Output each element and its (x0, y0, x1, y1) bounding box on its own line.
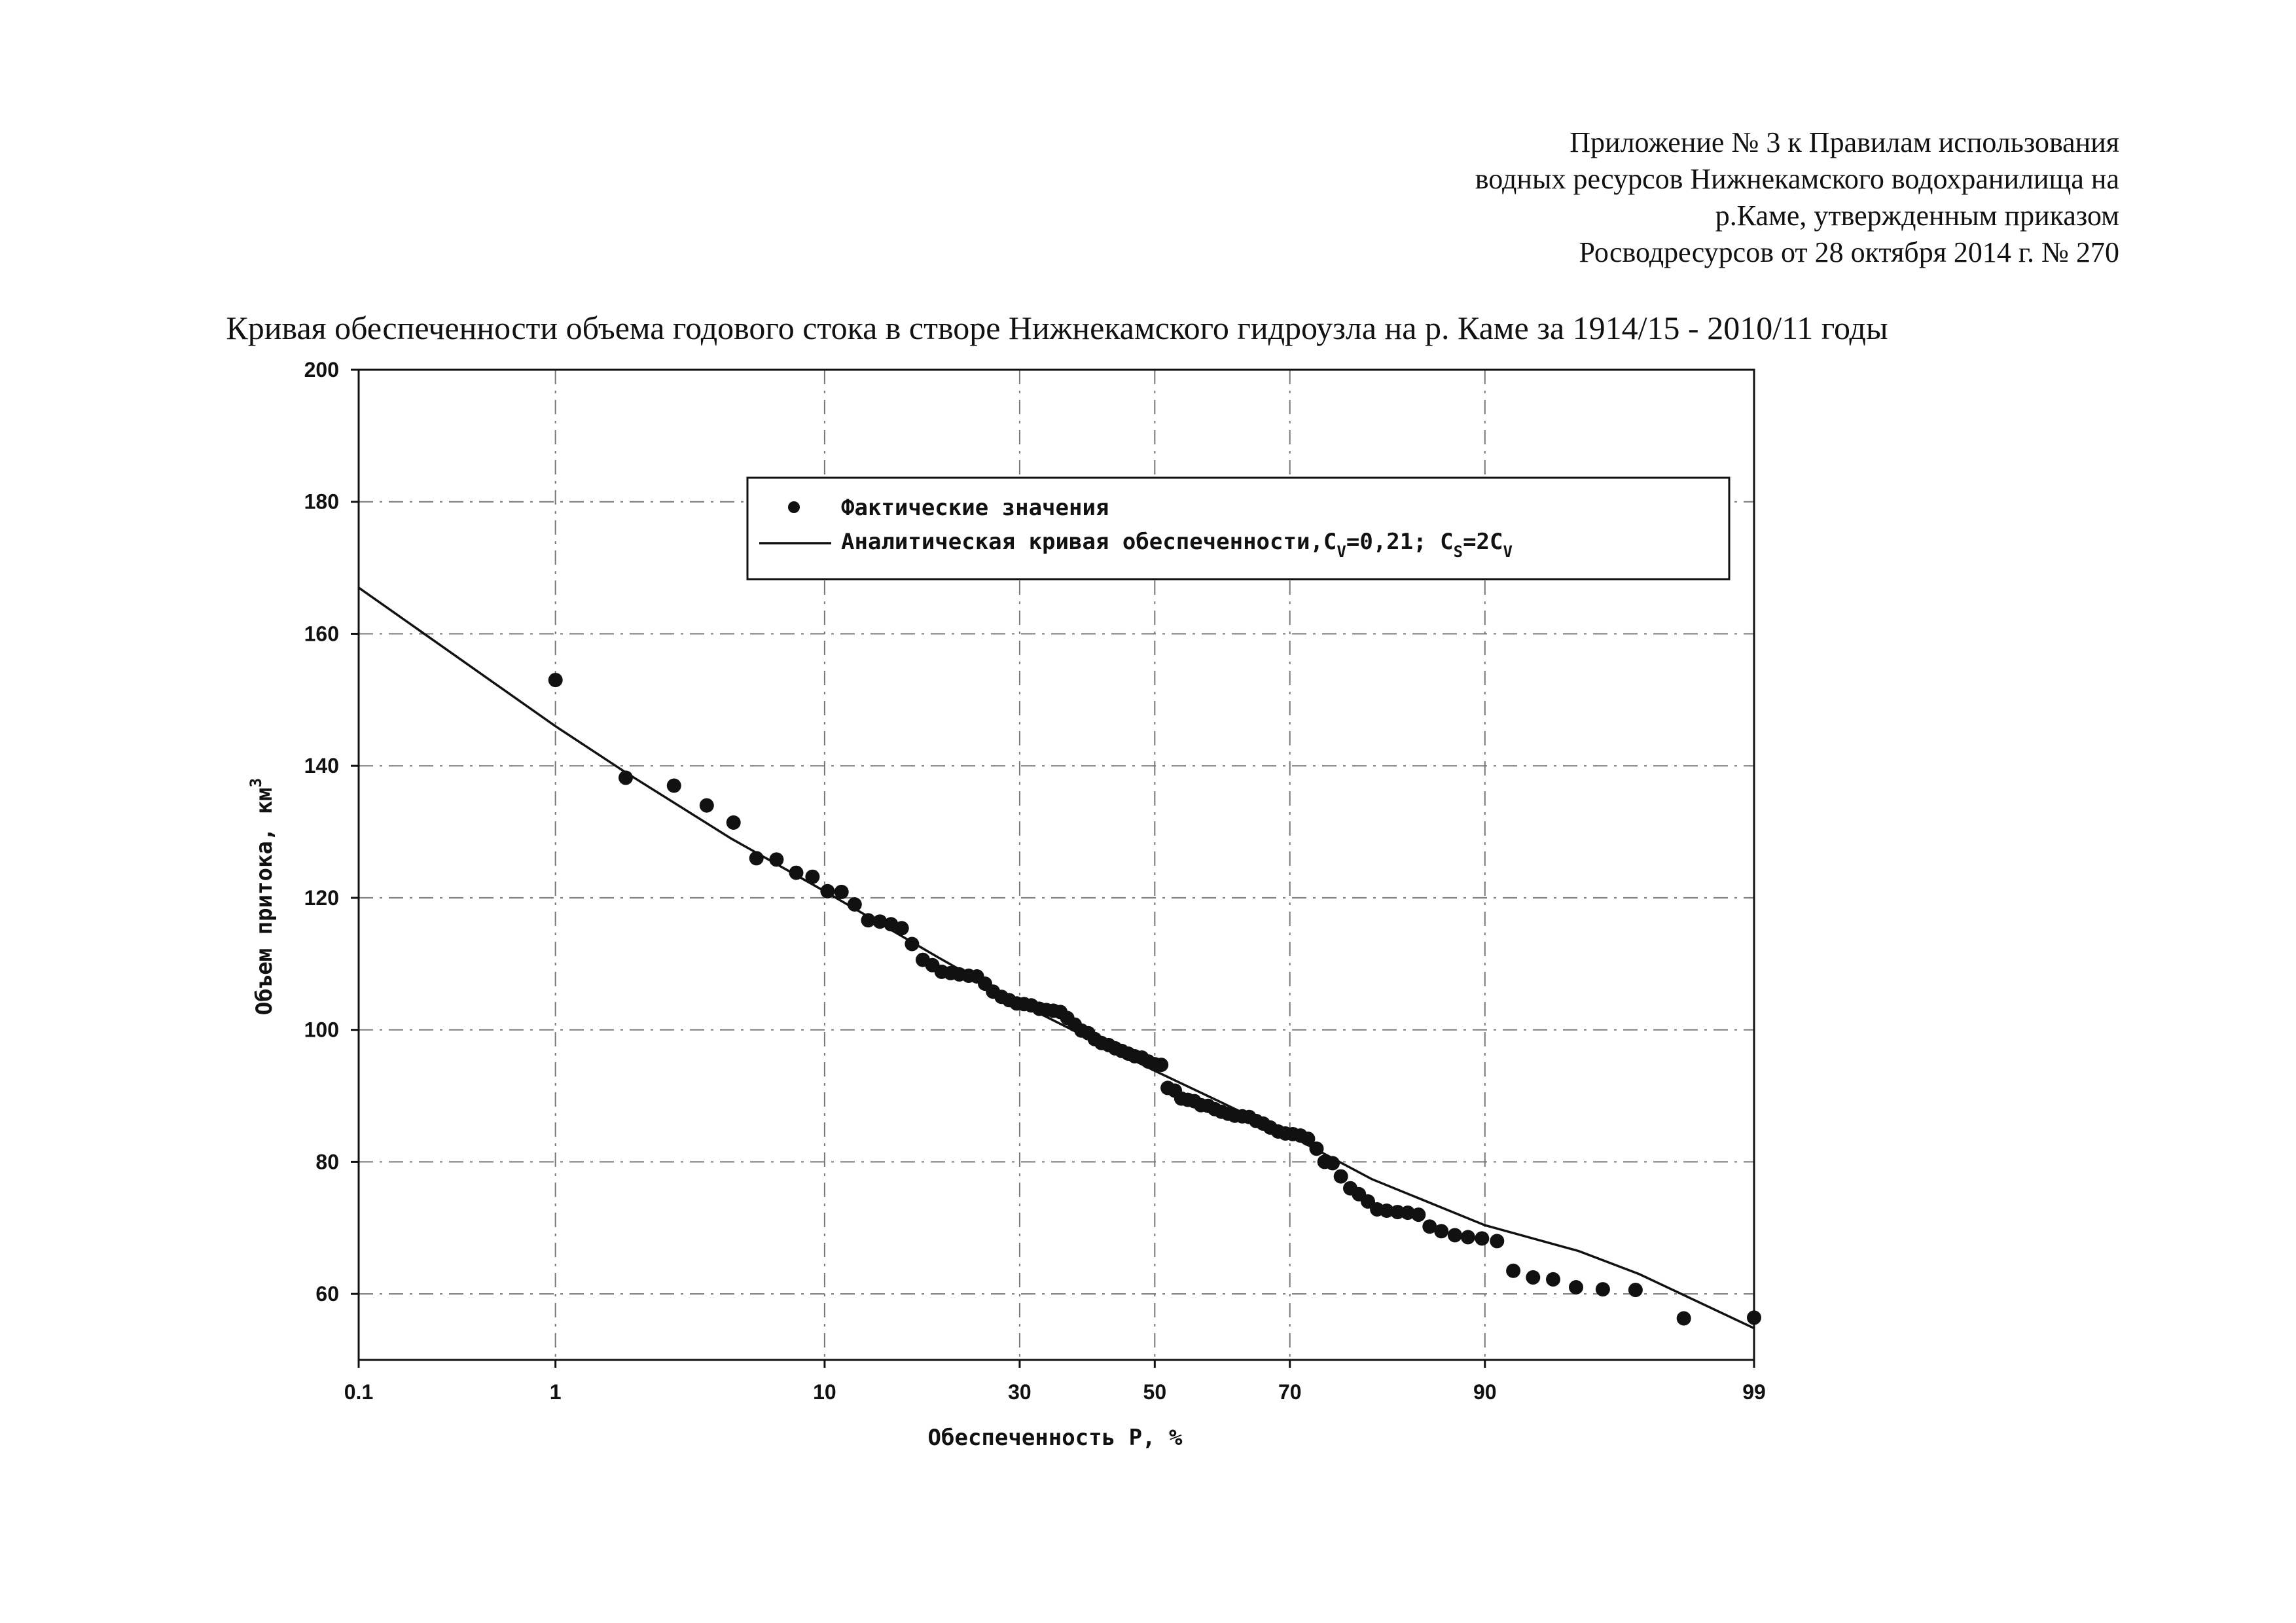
data-point (789, 866, 804, 880)
data-point (1546, 1272, 1560, 1287)
y-tick-label: 140 (304, 754, 339, 778)
legend (747, 478, 1729, 579)
data-point (1325, 1156, 1340, 1170)
data-point (1569, 1280, 1583, 1294)
data-point (1334, 1169, 1348, 1184)
legend-points-label: Фактические значения (841, 495, 1109, 521)
legend-curve-sub: S (1453, 543, 1463, 561)
y-axis-ticks (304, 358, 359, 1306)
x-tick-label: 1 (549, 1380, 562, 1404)
legend-curve-eq: =2C (1463, 529, 1503, 555)
y-tick-label: 180 (304, 490, 339, 514)
x-tick-label: 90 (1473, 1380, 1497, 1404)
y-axis-label-text: Объем притока, км (251, 787, 278, 1016)
y-axis-label (247, 778, 278, 1015)
data-point (1596, 1282, 1610, 1296)
data-point (1310, 1141, 1324, 1156)
data-point (1154, 1058, 1168, 1072)
legend-curve-mid: =0,21; C (1346, 529, 1454, 555)
y-tick-label: 160 (304, 622, 339, 646)
header-line: водных ресурсов Нижнекамского водохранилища на (1475, 163, 2119, 195)
x-tick-label: 99 (1742, 1380, 1766, 1404)
data-point (1448, 1228, 1462, 1242)
data-point (769, 852, 783, 866)
analytical-curve (359, 588, 1754, 1329)
header-line: р.Каме, утвержденным приказом (1715, 200, 2119, 232)
data-point (1411, 1207, 1426, 1222)
x-axis-label: Обеспеченность P, % (927, 1425, 1183, 1451)
data-point (726, 815, 741, 830)
header-line: Росводресурсов от 28 октября 2014 г. № 270 (1579, 236, 2119, 268)
data-point (1475, 1231, 1489, 1245)
x-tick-label: 30 (1008, 1380, 1031, 1404)
x-tick-label: 0.1 (344, 1380, 374, 1404)
data-point (1677, 1311, 1691, 1326)
data-point (700, 798, 714, 813)
data-point (1434, 1224, 1448, 1238)
legend-curve-sub: V (1336, 543, 1346, 561)
data-point (548, 673, 563, 687)
data-point (1747, 1310, 1761, 1325)
x-tick-label: 50 (1143, 1380, 1167, 1404)
y-tick-label: 80 (315, 1150, 339, 1174)
data-point (667, 779, 681, 793)
y-tick-label: 200 (304, 358, 339, 382)
data-point (905, 937, 919, 952)
x-tick-label: 10 (813, 1380, 836, 1404)
data-point (619, 770, 633, 785)
x-tick-label: 70 (1278, 1380, 1302, 1404)
chart-title: Кривая обеспеченности объема годового стока в створе Нижнекамского гидроузла на р. Каме за 1914/15 - 2010/11 годы (226, 310, 1888, 346)
data-point (834, 885, 849, 899)
data-point (1461, 1230, 1475, 1244)
y-axis-label-sup: 3 (247, 777, 265, 788)
data-point (820, 884, 834, 899)
data-point (895, 921, 909, 935)
data-point (1628, 1283, 1643, 1297)
legend-point-marker (788, 501, 800, 513)
legend-curve-prefix: Аналитическая кривая обеспеченности,C (841, 529, 1337, 555)
data-point (848, 897, 862, 912)
y-tick-label: 60 (315, 1282, 339, 1306)
legend-curve-sub: V (1503, 543, 1513, 561)
header-line: Приложение № 3 к Правилам использования (1570, 126, 2119, 158)
data-point (805, 870, 819, 884)
data-point (1490, 1234, 1504, 1248)
y-tick-label: 120 (304, 885, 339, 910)
data-point (749, 851, 764, 865)
data-point (1506, 1264, 1520, 1278)
y-tick-label: 100 (304, 1018, 339, 1042)
data-point (1526, 1270, 1540, 1285)
x-axis-ticks (344, 1360, 1766, 1404)
